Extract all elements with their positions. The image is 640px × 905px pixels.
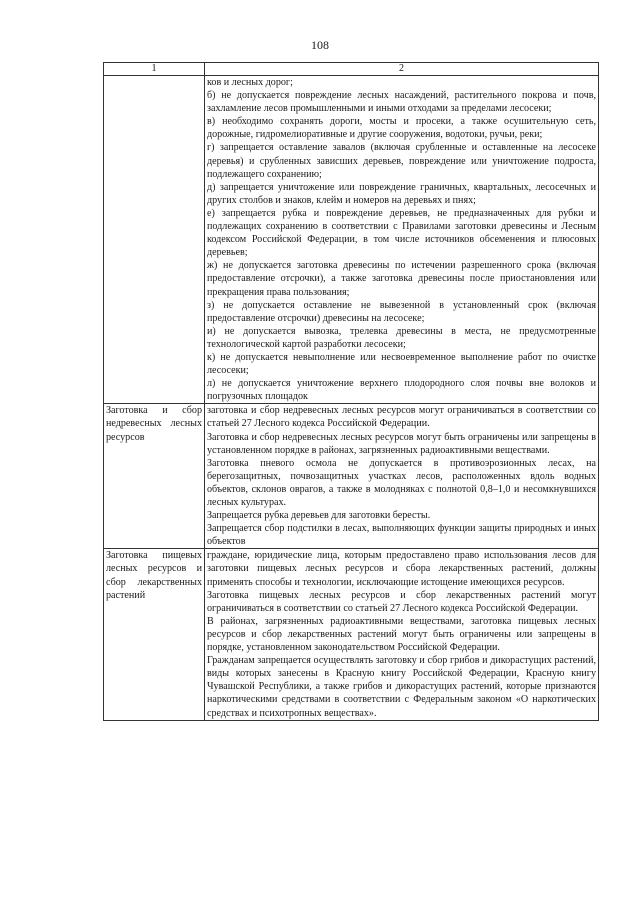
requirement-paragraph: Запрещается рубка деревьев для заготовки бересты.: [207, 510, 431, 522]
table-row: [104, 404, 599, 549]
requirement-paragraph: Заготовка пищевых лесных ресурсов и сбор лекарственных растений могут ограничиваться в соответствии со статьей 27 Лесного кодекса Российской Федерации.: [207, 589, 596, 614]
requirement-paragraph: е) запрещается рубка и повреждение деревьев, не предназначенных для рубки и подлежащих сохранению в соответствии с Правилами заготовки древесины и Лесным кодексом Российской Федерации, в том числе источников обсеменения и плюсовых деревьев;: [207, 207, 596, 259]
table-body: [104, 76, 599, 721]
requirement-paragraph: Заготовка пневого осмола не допускается в противоэрозионных лесах, на берегозащитных, почвозащитных участках лесов, расположенных вдоль водных объектов, склонов оврагов, а также в молодняках с полнотой 0,8–1,0 и несомкнувшихся лесных культурах.: [207, 457, 596, 508]
requirements-cell: [205, 404, 599, 549]
requirement-paragraph: граждане, юридические лица, которым предоставлено право использования лесов для заготовки пищевых лесных ресурсов и сбора лекарственных растений, должны применять способы и технологии, исключающие истощение имеющихся ресурсов.: [207, 550, 596, 588]
column-header-1: 1: [104, 63, 205, 76]
header-row: [104, 63, 599, 76]
table-header: [104, 63, 599, 76]
activity-type-cell: Заготовка и сбор недревесных лесных ресурсов: [104, 404, 205, 549]
requirement-paragraph: Гражданам запрещается осуществлять заготовку и сбор грибов и дикорастущих растений, виды которых занесены в Красную книгу Российской Федерации, Красную книгу Чувашской Республики, а также грибов и дикорастущих растений, которые признаются наркотическими средствами в соответствии с Федеральным законом «О наркотических средствах и психотропных веществах».: [207, 655, 596, 719]
requirement-paragraph: к) не допускается невыполнение или несвоевременное выполнение работ по очистке лесосеки;: [207, 351, 596, 377]
activity-type-cell: Заготовка пищевых лесных ресурсов и сбор лекарственных растений: [104, 549, 205, 720]
requirement-paragraph: в) необходимо сохранять дороги, мосты и просеки, а также осушительную сеть, дорожные, гидромелиоративные и другие сооружения, водотоки, ручьи, реки;: [207, 116, 596, 141]
activity-type-cell: [104, 76, 205, 404]
requirement-paragraph: з) не допускается оставление не вывезенной в установленный срок (включая предоставление отсрочки) древесины на лесосеке;: [207, 299, 596, 324]
requirement-paragraph: д) запрещается уничтожение или повреждение граничных, квартальных, лесосечных и других столбов и знаков, клейм и номеров на деревьях и пнях;: [207, 181, 596, 206]
requirement-paragraph: ков и лесных дорог;: [207, 77, 293, 88]
requirement-paragraph: Заготовка и сбор недревесных лесных ресурсов могут быть ограничены или запрещены в установленном порядке в районах, загрязненных радиоактивными веществами.: [207, 431, 596, 456]
requirement-paragraph: г) запрещается оставление завалов (включая срубленные и оставленные на лесосеке деревья) и срубленных зависших деревьев, повреждение или уничтожение подроста, подлежащего сохранению;: [207, 142, 596, 180]
table-row: [104, 76, 599, 404]
requirement-paragraph: ж) не допускается заготовка древесины по истечении разрешенного срока (включая предоставление отсрочки), а также заготовка древесины после приостановления или прекращения права пользования;: [207, 260, 596, 298]
requirements-cell: [205, 76, 599, 404]
table-row: [104, 549, 599, 720]
page-number: 108: [311, 38, 329, 52]
column-header-2: 2: [205, 63, 599, 76]
requirement-paragraph: заготовка и сбор недревесных лесных ресурсов могут ограничиваться в соответствии со статьей 27 Лесного кодекса Российской Федерации.: [207, 405, 596, 430]
requirement-paragraph: л) не допускается уничтожение верхнего плодородного слоя почвы вне волоков и погрузочных площадок: [207, 378, 596, 403]
requirement-paragraph: В районах, загрязненных радиоактивными веществами, заготовка пищевых лесных ресурсов и сбор лекарственных растений могут быть ограничены или запрещены в порядке, установленном законодательством Российской Федерации.: [207, 615, 596, 654]
requirement-paragraph: и) не допускается вывозка, трелевка древесины в места, не предусмотренные технологической картой разработки лесосеки;: [207, 325, 596, 350]
requirement-paragraph: б) не допускается повреждение лесных насаждений, растительного покрова и почв, захламление лесов промышленными и иными отходами за пределами лесосеки;: [207, 90, 596, 115]
regulations-table: [103, 62, 599, 721]
requirements-cell: [205, 549, 599, 720]
requirement-paragraph: Запрещается сбор подстилки в лесах, выполняющих функции защиты природных и иных объектов: [207, 523, 596, 548]
